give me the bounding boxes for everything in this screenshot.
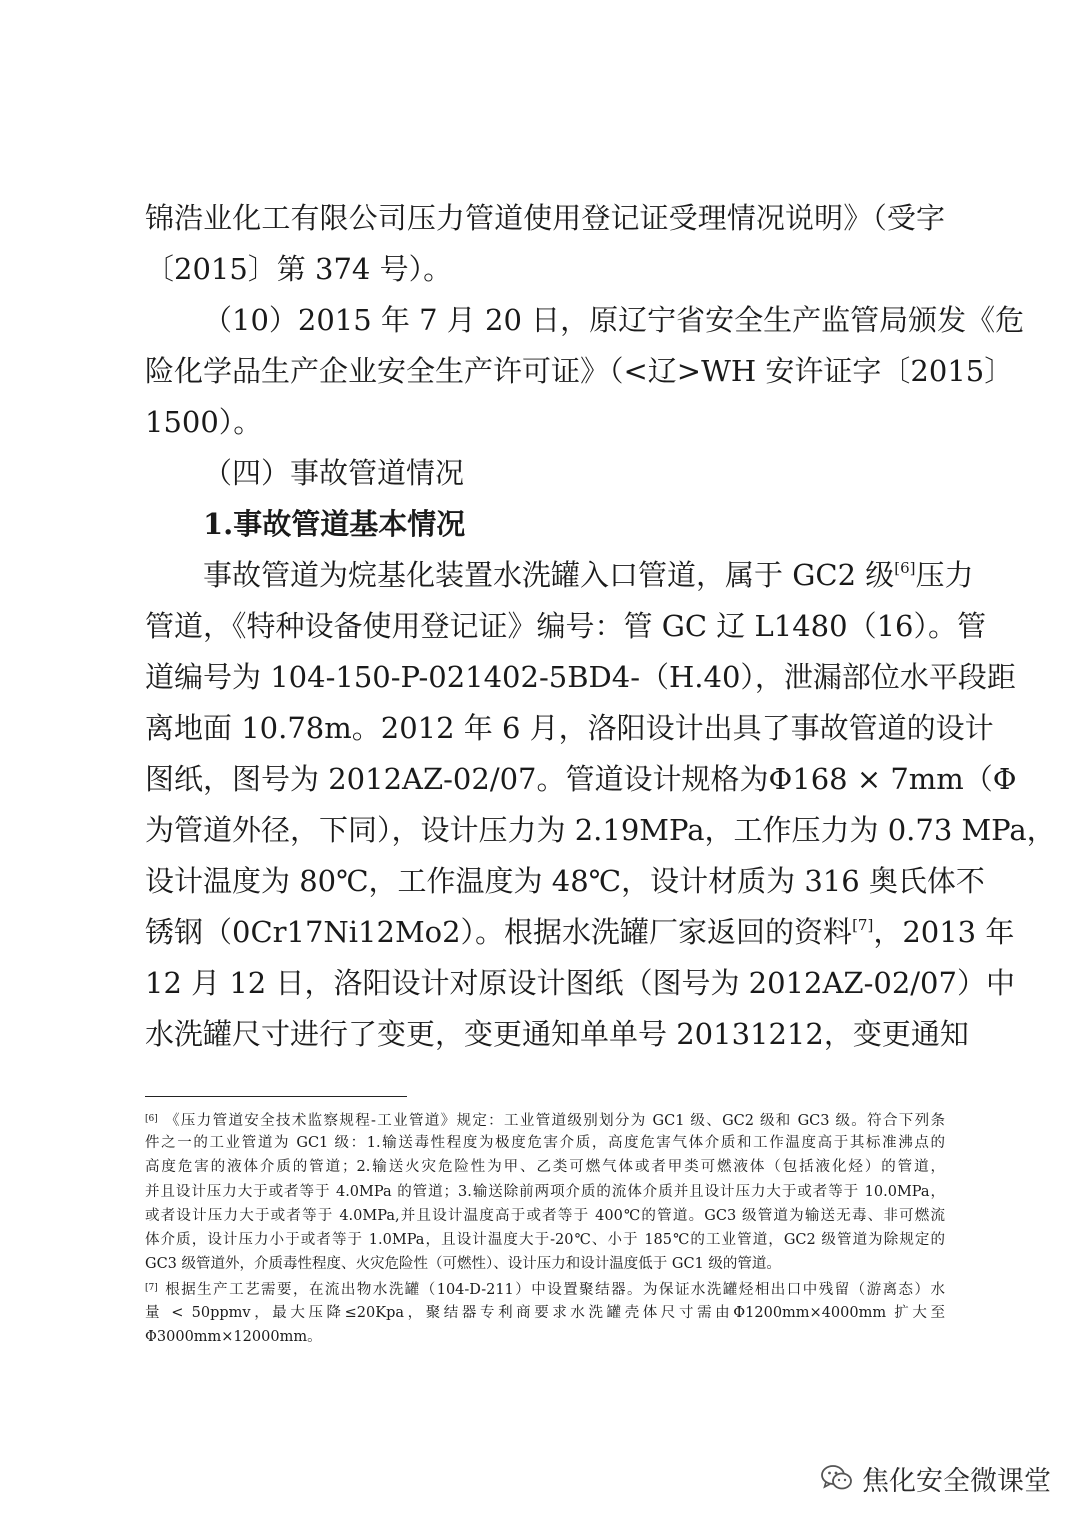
text-segment: 锈钢（0Cr17Ni12Mo2）。根据水洗罐厂家返回的资料 xyxy=(145,915,853,949)
paragraph-line: 设计温度为 80℃，工作温度为 48℃，设计材质为 316 奥氏体不 xyxy=(145,864,985,898)
paragraph-line: 离地面 10.78m。2012 年 6 月，洛阳设计出具了事故管道的设计 xyxy=(145,711,994,745)
footnote-divider xyxy=(145,1096,407,1097)
footnote-marker-7: [7] xyxy=(145,1283,158,1294)
footnote-line: 并且设计压力大于或者等于 4.0MPa 的管道；3.输送除前两项介质的流体介质并且设计压力大于或者等于 10.0MPa， xyxy=(145,1183,945,1200)
watermark xyxy=(820,1458,1051,1498)
paragraph-line: 管道，《特种设备使用登记证》编号：管 GC 辽 L1480（16）。管 xyxy=(145,609,986,643)
paragraph-line: 险化学品生产企业安全生产许可证》（<辽>WH 安许证字〔2015〕 xyxy=(145,354,1014,388)
footnote-line: 量 < 50ppmv，最大压降≤20Kpa，聚结器专利商要求水洗罐壳体尺寸需由Φ1200mm×4000mm 扩大至 xyxy=(145,1304,945,1321)
paragraph-line xyxy=(145,907,1015,958)
footnote-ref-7[interactable]: [7] xyxy=(852,916,874,934)
footnote-marker-6: [6] xyxy=(145,1114,158,1124)
paragraph-line: 水洗罐尺寸进行了变更，变更通知单单号 20131212，变更通知 xyxy=(145,1017,969,1051)
paragraph-line: 锦浩业化工有限公司压力管道使用登记证受理情况说明》（受字 xyxy=(145,201,945,235)
footnote-text: 《压力管道安全技术监察规程-工业管道》规定：工业管道级别划分为 GC1 级、GC2 级和 GC3 级。符合下列条 xyxy=(163,1113,945,1129)
paragraph-line xyxy=(145,550,974,601)
footnote-ref-6[interactable]: [6] xyxy=(894,559,916,577)
footnote-line: 或者设计压力大于或者等于 4.0MPa,并且设计温度高于或者等于 400℃的管道。GC3 级管道为输送无毒、非可燃流 xyxy=(145,1207,945,1224)
text-segment: 事故管道为烷基化装置水洗罐入口管道，属于 GC2 级 xyxy=(203,558,895,592)
footnote-line: 高度危害的液体介质的管道；2.输送火灾危险性为甲、乙类可燃气体或者甲类可燃液体（包括液化烃）的管道， xyxy=(145,1159,945,1176)
footnote-text: 根据生产工艺需要，在流出物水洗罐（104-D-211）中设置聚结器。为保证水洗罐烃相出口中残留（游离态）水 xyxy=(163,1282,945,1299)
subsection-heading: 1.事故管道基本情况 xyxy=(203,507,466,541)
paragraph-line: 〔2015〕第 374 号）。 xyxy=(145,252,453,286)
paragraph-line: 图纸，图号为 2012AZ-02/07。管道设计规格为Φ168 × 7mm（Φ xyxy=(145,762,1017,796)
wechat-icon xyxy=(820,1463,854,1493)
paragraph-line: 1500）。 xyxy=(145,405,263,439)
footnote-line: 件之一的工业管道为 GC1 级：1.输送毒性程度为极度危害介质，高度危害气体介质和工作温度高于其标准沸点的 xyxy=(145,1135,945,1152)
footnote-line: Φ3000mm×12000mm。 xyxy=(145,1328,322,1345)
paragraph-line: 12 月 12 日，洛阳设计对原设计图纸（图号为 2012AZ-02/07）中 xyxy=(145,966,1015,1000)
footnote-line: GC3 级管道外，介质毒性程度、火灾危险性（可燃性）、设计压力和设计温度低于 GC1 级的管道。 xyxy=(145,1256,781,1273)
paragraph-line: 为管道外径，下同），设计压力为 2.19MPa，工作压力为 0.73 MPa， xyxy=(145,813,1056,847)
text-segment: ，2013 年 xyxy=(873,915,1015,949)
watermark-text: 焦化安全微课堂 xyxy=(862,1465,1051,1497)
section-heading: （四）事故管道情况 xyxy=(203,456,465,490)
text-segment: 压力 xyxy=(915,558,974,592)
footnote-line xyxy=(145,1107,945,1131)
footnotes xyxy=(145,1107,945,1349)
body-text xyxy=(145,193,1056,1060)
paragraph-line: （10）2015 年 7 月 20 日，原辽宁省安全生产监管局颁发《危 xyxy=(203,303,1025,337)
paragraph-line: 道编号为 104-150-P-021402-5BD4-（H.40），泄漏部位水平段距 xyxy=(145,660,1016,694)
footnote-line xyxy=(145,1276,945,1300)
footnote-line: 体介质，设计压力小于或者等于 1.0MPa，且设计温度大于-20℃、小于 185℃的工业管道，GC2 级管道为除规定的 xyxy=(145,1231,945,1248)
